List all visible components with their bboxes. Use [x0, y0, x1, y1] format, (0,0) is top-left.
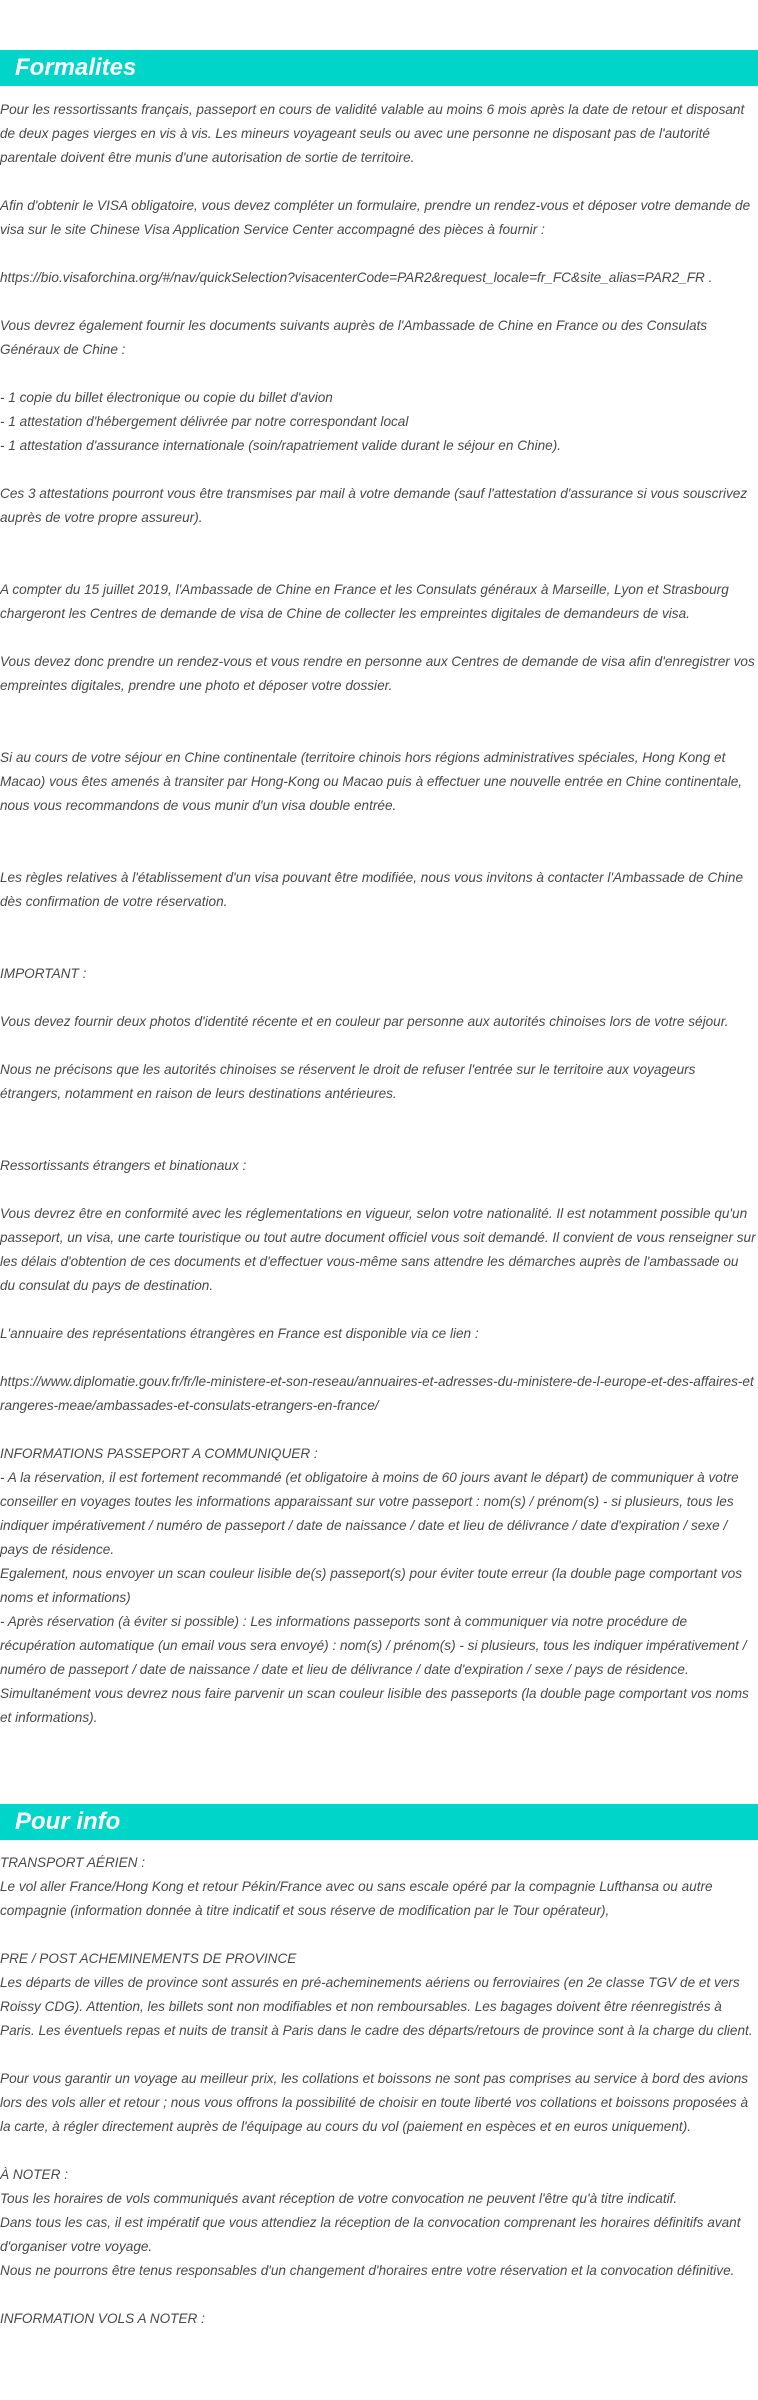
appointment-paragraph: Vous devez donc prendre un rendez-vous et vous rendre en personne aux Centres de demande de visa afin d'enregistrer vos empreintes digitales, prendre une photo et déposer votre dossier.: [0, 654, 755, 693]
a-noter-label: À NOTER :: [0, 2167, 68, 2182]
visa-paragraph: Afin d'obtenir le VISA obligatoire, vous devez compléter un formulaire, prendre un rendez-vous et déposer votre demande de visa sur le site Chinese Visa Application Service Center accompagné des pièces à fournir :: [0, 198, 751, 237]
pre-post-paragraph: Les départs de villes de province sont assurés en pré-acheminements aériens ou ferroviaires (en 2e classe TGV de et vers Roissy CDG). Attention, les billets sont non modifiables et non remboursables. Les bagages doivent être réenregistrés à Paris. Les éventuels repas et nuits de transit à Paris dans le cadre des départs/retours de province sont à la charge du client.: [0, 1975, 753, 2038]
fingerprint-paragraph: A compter du 15 juillet 2019, l'Ambassade de Chine en France et les Consulats généraux à Marseille, Lyon et Strasbourg chargeront les Centres de demande de visa de Chine de collecter les empreintes digitales de demandeurs de visa.: [0, 582, 729, 621]
info-vols-label: INFORMATION VOLS A NOTER :: [0, 2311, 205, 2326]
passport-info-label: INFORMATIONS PASSEPORT A COMMUNIQUER :: [0, 1446, 318, 1461]
pour-info-content: [0, 1851, 756, 2331]
a-noter-line: Dans tous les cas, il est impératif que vous attendiez la réception de la convocation comprenant les horaires définitifs avant d'organiser votre voyage.: [0, 2215, 741, 2254]
documents-list-item: - 1 copie du billet électronique ou copie du billet d'avion: [0, 390, 333, 405]
collations-paragraph: Pour vous garantir un voyage au meilleur prix, les collations et boissons ne sont pas comprises au service à bord des avions lors des vols aller et retour ; nous vous offrons la possibilité de choisir en toute liberté vos collations et boissons proposées à la carte, à régler directement auprès de l'équipage au cours du vol (paiement en espèces et en euros uniquement).: [0, 2071, 749, 2134]
refusal-paragraph: Nous ne précisons que les autorités chinoises se réservent le droit de refuser l'entrée sur le territoire aux voyageurs étrangers, notamment en raison de leurs destinations antérieures.: [0, 1062, 696, 1101]
photos-paragraph: Vous devez fournir deux photos d'identité récente et en couleur par personne aux autorités chinoises lors de votre séjour.: [0, 1014, 729, 1029]
foreign-nationals-label: Ressortissants étrangers et binationaux :: [0, 1158, 247, 1173]
foreign-nationals-paragraph: Vous devrez être en conformité avec les réglementations en vigueur, selon votre nationalité. Il est notamment possible qu'un passeport, un visa, une carte touristique ou tout autre document officiel vous soit demandé. Il convient de vous renseigner sur les délais d'obtention de ces documents et d'effectuer vous-même sans attendre les démarches auprès de l'ambassade ou du consulat du pays de destination.: [0, 1206, 756, 1293]
pre-post-label: PRE / POST ACHEMINEMENTS DE PROVINCE: [0, 1951, 297, 1966]
visa-url: https://bio.visaforchina.org/#/nav/quickSelection?visacenterCode=PAR2&request_locale=fr_FC&site_alias=PAR2_FR .: [0, 270, 713, 285]
formalites-content: [0, 98, 756, 1730]
attestations-paragraph: Ces 3 attestations pourront vous être transmises par mail à votre demande (sauf l'attestation d'assurance si vous souscrivez auprès de votre propre assureur).: [0, 486, 748, 525]
a-noter-line: Tous les horaires de vols communiqués avant réception de votre convocation ne peuvent l'être qu'à titre indicatif.: [0, 2191, 678, 2206]
important-label: IMPORTANT :: [0, 966, 87, 981]
documents-list-item: - 1 attestation d'assurance internationale (soin/rapatriement valide durant le séjour en Chine).: [0, 438, 562, 453]
formalites-heading: Formalites: [0, 50, 758, 86]
pour-info-heading: Pour info: [0, 1804, 758, 1840]
passport-info-item: - Après réservation (à éviter si possible) : Les informations passeports sont à communiquer via notre procédure de récupération automatique (un email vous sera envoyé) : nom(s) / prénom(s) - si plusieurs, tous les indiquer impérativement / numéro de passeport / date de naissance / date et lieu de délivrance / date d'expiration / sexe / pays de résidence.: [0, 1614, 747, 1677]
transport-label: TRANSPORT AÉRIEN :: [0, 1855, 146, 1870]
documents-list-item: - 1 attestation d'hébergement délivrée par notre correspondant local: [0, 414, 409, 429]
a-noter-line: Nous ne pourrons être tenus responsables d'un changement d'horaires entre votre réservation et la convocation définitive.: [0, 2263, 735, 2278]
double-entry-paragraph: Si au cours de votre séjour en Chine continentale (territoire chinois hors régions administratives spéciales, Hong Kong et Macao) vous êtes amenés à transiter par Hong-Kong ou Macao puis à effectuer une nouvelle entrée en Chine continentale, nous vous recommandons de vous munir d'un visa double entrée.: [0, 750, 743, 813]
documents-paragraph: Vous devrez également fournir les documents suivants auprès de l'Ambassade de Chine en France ou des Consulats Généraux de Chine :: [0, 318, 708, 357]
annuaire-url: https://www.diplomatie.gouv.fr/fr/le-ministere-et-son-reseau/annuaires-et-adresses-du-ministere-de-l-europe-et-des-affaires-etrangeres-meae/ambassades-et-consulats-etrangers-en-france/: [0, 1374, 754, 1413]
annuaire-paragraph: L'annuaire des représentations étrangères en France est disponible via ce lien :: [0, 1326, 479, 1341]
passport-paragraph: Pour les ressortissants français, passeport en cours de validité valable au moins 6 mois après la date de retour et disposant de deux pages vierges en vis à vis. Les mineurs voyageant seuls ou avec une personne ne disposant pas de l'autorité parentale doivent être munis d'une autorisation de sortie de territoire.: [0, 102, 745, 165]
passport-info-item: Egalement, nous envoyer un scan couleur lisible de(s) passeport(s) pour éviter toute erreur (la double page comportant vos noms et informations): [0, 1566, 743, 1605]
visa-rules-paragraph: Les règles relatives à l'établissement d'un visa pouvant être modifiée, nous vous invitons à contacter l'Ambassade de Chine dès confirmation de votre réservation.: [0, 870, 744, 909]
transport-paragraph: Le vol aller France/Hong Kong et retour Pékin/France avec ou sans escale opéré par la compagnie Lufthansa ou autre compagnie (information donnée à titre indicatif et sous réserve de modification par le Tour opérateur),: [0, 1879, 713, 1918]
passport-info-item: Simultanément vous devrez nous faire parvenir un scan couleur lisible des passeports (la double page comportant vos noms et informations).: [0, 1686, 749, 1725]
passport-info-item: - A la réservation, il est fortement recommandé (et obligatoire à moins de 60 jours avant le départ) de communiquer à votre conseiller en voyages toutes les informations apparaissant sur votre passeport : nom(s) / prénom(s) - si plusieurs, tous les indiquer impérativement / numéro de passeport / date de naissance / date et lieu de délivrance / date d'expiration / sexe / pays de résidence.: [0, 1470, 739, 1557]
